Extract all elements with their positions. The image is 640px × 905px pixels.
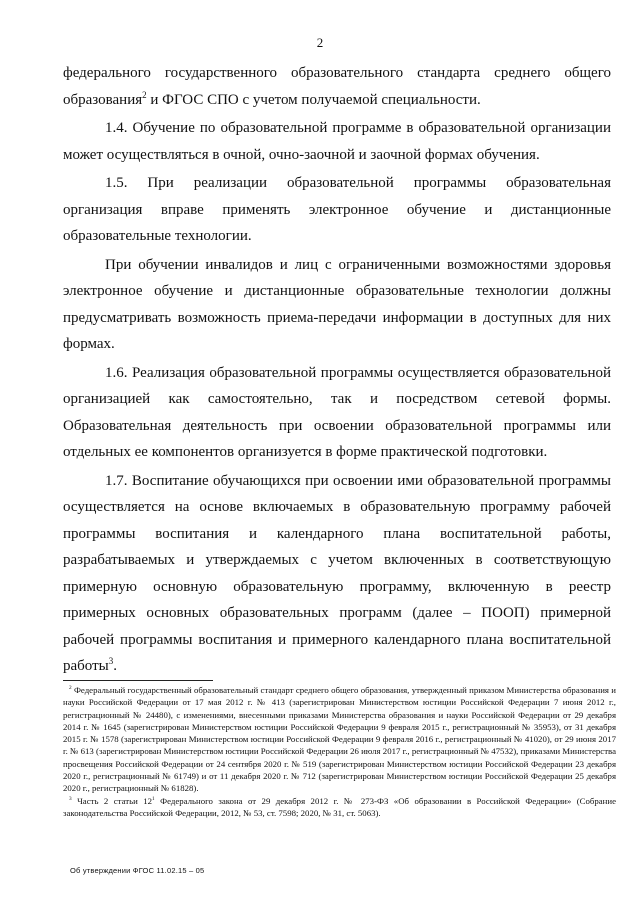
paragraph-text: федерального государственного образовательного стандарта среднего общего образования xyxy=(63,65,611,108)
footnote-text: Федерального закона от 29 декабря 2012 г. № 273-ФЗ «Об образовании в Российской Федерации» (Собрание законодательства Российской Федерации, 2012, № 53, ст. 7598; 2020, № 31, ст. 5063). xyxy=(63,795,616,818)
paragraph-1-6: 1.6. Реализация образовательной программы осуществляется образовательной организацией как самостоятельно, так и посредством сетевой формы. Образовательная деятельность при освоении образовательной программы или отдельных ее компонентов организуется в форме практической подготовки. xyxy=(63,364,611,460)
footnote-2 xyxy=(63,684,616,795)
footnote-ref[interactable]: 3 xyxy=(108,656,114,666)
footnote-3 xyxy=(63,795,616,820)
footnote-mark: 3 xyxy=(69,795,72,802)
document-footer-note: Об утверждении ФГОС 11.02.15 – 05 xyxy=(70,866,205,875)
paragraph-continuation xyxy=(63,60,611,113)
footnote-text-start: Часть 2 статьи 12 xyxy=(71,795,153,806)
paragraph-1-4: 1.4. Обучение по образовательной программе в образовательной организации может осуществляться в очной, очно-заочной и заочной формах обучения. xyxy=(63,120,611,163)
footnote-ref[interactable]: 2 xyxy=(142,89,147,100)
article-superscript: 1 xyxy=(152,795,155,802)
paragraph-1-7 xyxy=(63,468,611,680)
paragraph-tail: и ФГОС СПО с учетом получаемой специальности. xyxy=(146,91,481,108)
footnote-divider xyxy=(63,680,213,681)
page-number: 2 xyxy=(316,35,324,50)
footnote-text: Федеральный государственный образовательный стандарт среднего общего образования, утвержденный приказом Министерства образования и науки Российской Федерации от 17 мая 2012 г. № 413 (зарегистрирован Министерством юстиции Российской Федерации 7 июня 2012 г., регистрационный № 24480), с изменениями, внесенными приказами Министерства образования и науки Российской Федерации от 29 декабря 2014 г. № 1645 (зарегистрирован Министерством юстиции Российской Федерации 9 февраля 2015 г., регистрационный № 35953), от 31 декабря 2015 г. № 1578 (зарегистрирован Министерством юстиции Российской Федерации 9 февраля 2016 г., регистрационный № 41020), от 29 июня 2017 г. № 613 (зарегистрирован Министерством юстиции Российской Федерации 26 июля 2017 г., регистрационный № 47532), приказами Министерства просвещения Российской Федерации от 24 сентября 2020 г. № 519 (зарегистрирован Министерством юстиции Российской Федерации 23 декабря 2020 г., регистрационный № 61749) и от 11 декабря 2020 г. № 712 (зарегистрирован Министерством юстиции Российской Федерации 25 декабря 2020 г., регистрационный № 61828). xyxy=(63,685,616,794)
paragraph-tail: . xyxy=(113,658,117,674)
paragraph-disabled-learners: При обучении инвалидов и лиц с ограниченными возможностями здоровья электронное обучение и дистанционные образовательные технологии должны предусматривать возможность приема-передачи информации в доступных для них формах. xyxy=(63,256,611,352)
paragraph-text: 1.7. Воспитание обучающихся при освоении ими образовательной программы осуществляется на основе включаемых в образовательную программу рабочей программы воспитания и календарного плана воспитательной работы, разрабатываемых и утверждаемых с учетом включенных в соответствующую примерную основную образовательную программу, включенную в реестр примерных основных образовательных программ (далее – ПООП) примерной рабочей программы воспитания и примерного календарного плана воспитательной работы xyxy=(63,472,611,674)
document-body xyxy=(63,60,611,680)
footnote-mark: 2 xyxy=(69,685,72,692)
paragraph-1-5: 1.5. При реализации образовательной программы образовательная организация вправе применять электронное обучение и дистанционные образовательные технологии. xyxy=(63,175,611,244)
footnotes xyxy=(63,684,616,819)
